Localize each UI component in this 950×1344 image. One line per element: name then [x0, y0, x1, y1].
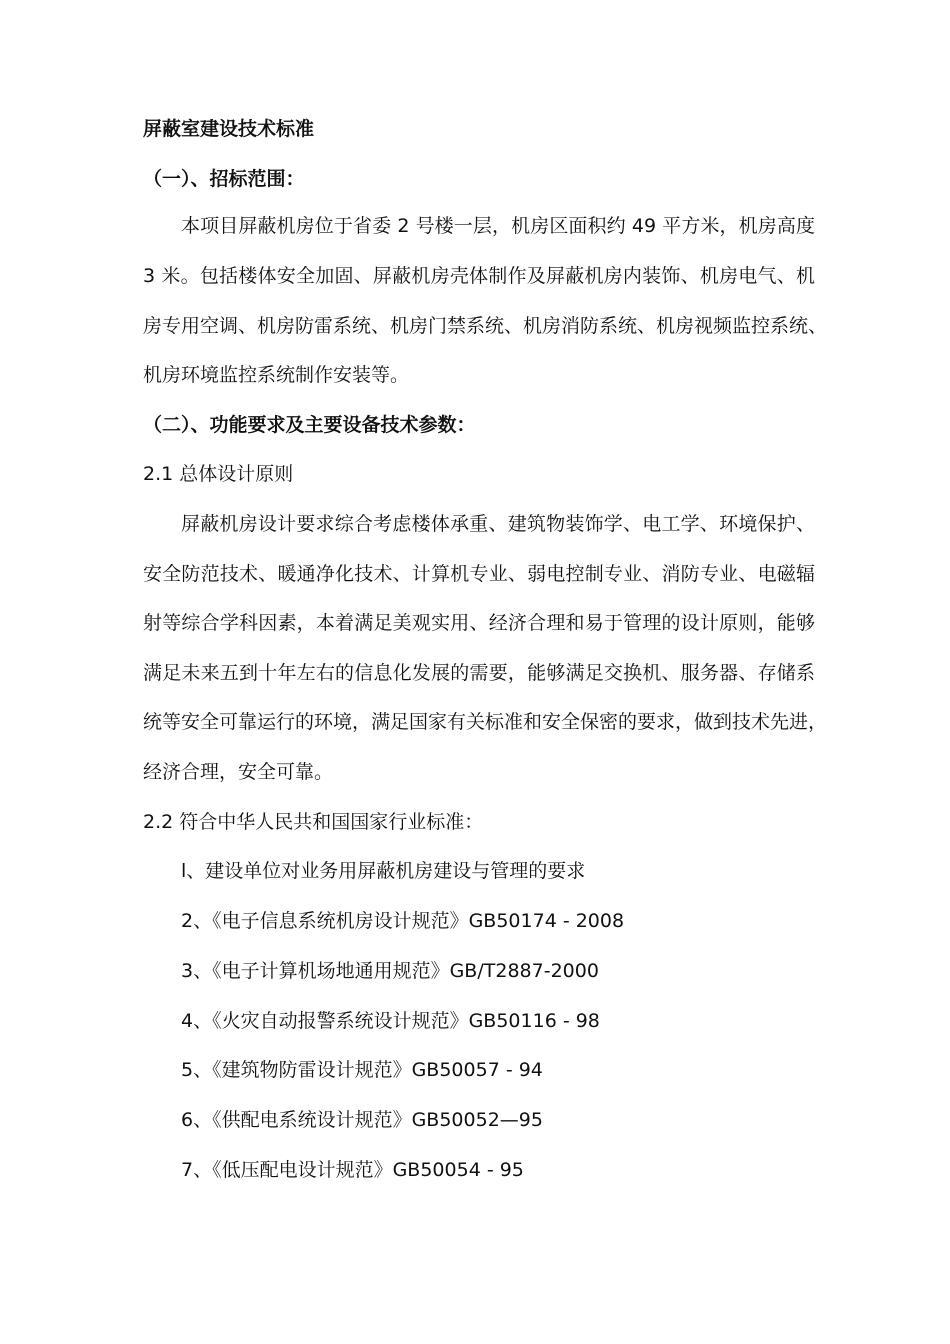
subsection-2-2-heading: 2.2 符合中华人民共和国国家行业标准：	[143, 811, 484, 833]
standard-list-item: 5、《建筑物防雷设计规范》GB50057 - 94	[181, 1059, 543, 1081]
subsection-2-1-para-line: 屏蔽机房设计要求综合考虑楼体承重、建筑物装饰学、电工学、环境保护、	[181, 513, 815, 535]
standard-list-item: 4、《火灾自动报警系统设计规范》GB50116 - 98	[181, 1010, 600, 1032]
standard-list-item: 7、《低压配电设计规范》GB50054 - 95	[181, 1159, 524, 1181]
standard-list-item: 6、《供配电系统设计规范》GB50052—95	[181, 1109, 543, 1131]
subsection-2-1-para-line: 统等安全可靠运行的环境，满足国家有关标准和安全保密的要求，做到技术先进，	[143, 711, 828, 733]
document-title: 屏蔽室建设技术标准	[143, 118, 315, 140]
standard-list-item: 2、《电子信息系统机房设计规范》GB50174 - 2008	[181, 910, 625, 932]
section1-para-line: 房专用空调、机房防雷系统、机房门禁系统、机房消防系统、机房视频监控系统、	[143, 315, 828, 337]
subsection-2-1-para-line: 经济合理，安全可靠。	[143, 761, 334, 783]
subsection-2-1-heading: 2.1 总体设计原则	[143, 463, 294, 485]
standard-list-item: 3、《电子计算机场地通用规范》GB/T2887-2000	[181, 960, 599, 982]
section2-heading: （二）、功能要求及主要设备技术参数：	[143, 414, 476, 436]
standard-list-item: l、建设单位对业务用屏蔽机房建设与管理的要求	[181, 860, 586, 882]
section1-para-line: 本项目屏蔽机房位于省委 2 号楼一层，机房区面积约 49 平方米，机房高度	[181, 215, 815, 237]
section1-para-line: 3 米。包括楼体安全加固、屏蔽机房壳体制作及屏蔽机房内装饰、机房电气、机	[143, 265, 815, 287]
section1-para-line: 机房环境监控系统制作安装等。	[143, 364, 410, 386]
subsection-2-1-para-line: 满足未来五到十年左右的信息化发展的需要，能够满足交换机、服务器、存储系	[143, 662, 815, 684]
subsection-2-1-para-line: 安全防范技术、暖通净化技术、计算机专业、弱电控制专业、消防专业、电磁辐	[143, 563, 815, 585]
subsection-2-1-para-line: 射等综合学科因素，本着满足美观实用、经济合理和易于管理的设计原则，能够	[143, 612, 815, 634]
section1-heading: （一）、招标范围：	[143, 168, 305, 190]
